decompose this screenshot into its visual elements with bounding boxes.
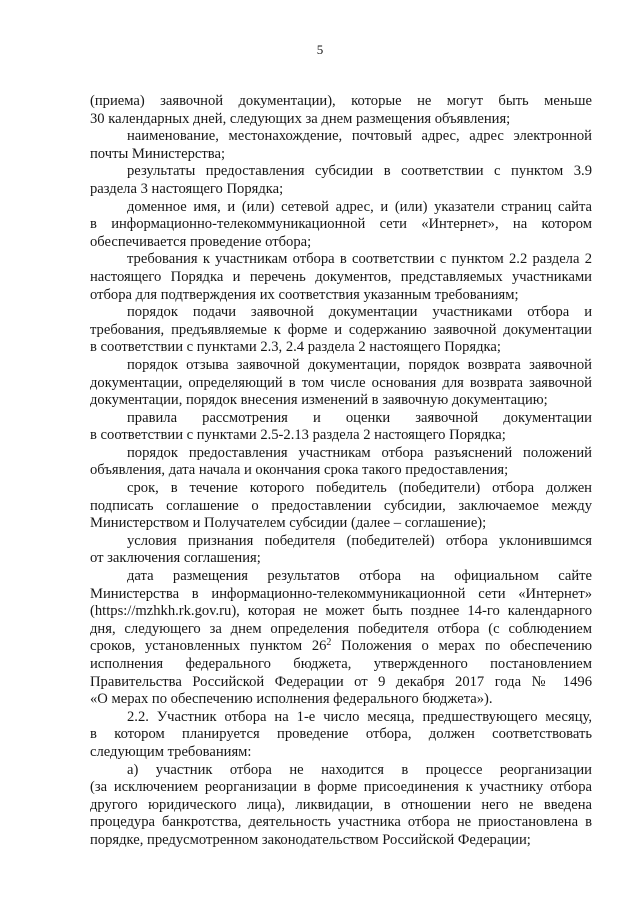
text-line: раздела 3 настоящего Порядка; bbox=[90, 180, 284, 197]
text-line: обеспечивается проведение отбора; bbox=[90, 233, 312, 250]
text-line: другого юридического лица), ликвидации, в отношении него не введена bbox=[90, 796, 592, 813]
text-line: почты Министерства; bbox=[90, 145, 226, 162]
text-line: условия признания победителя (победителей) отбора уклонившимся bbox=[127, 532, 592, 549]
text-line: (за исключением реорганизации в форме присоединения к участнику отбора bbox=[90, 779, 592, 796]
text-line: документации, порядок внесения изменений в заявочную документацию; bbox=[90, 392, 548, 409]
text-line: результаты предоставления субсидии в соответствии с пунктом 3.9 bbox=[127, 163, 592, 180]
page-number: 5 bbox=[316, 42, 324, 57]
text-line: а) участник отбора не находится в процессе реорганизации bbox=[127, 761, 592, 778]
text-line: (https://mzhkh.rk.gov.ru), которая не может быть позднее 14-го календарного bbox=[90, 603, 592, 620]
text-line: доменное имя, и (или) сетевой адрес, и (или) указатели страниц сайта bbox=[127, 198, 592, 215]
text-line: в соответствии с пунктами 2.5-2.13 раздела 2 настоящего Порядка; bbox=[90, 427, 506, 444]
text-line: 2.2. Участник отбора на 1-е число месяца, предшествующего месяцу, bbox=[127, 708, 592, 725]
text-line: исполнения федерального бюджета, утвержденного постановлением bbox=[90, 656, 592, 672]
text-line: срок, в течение которого победитель (победители) отбора должен bbox=[127, 480, 592, 497]
text-line: требования к участникам отбора в соответствии с пунктом 2.2 раздела 2 bbox=[127, 251, 592, 268]
text-fragment: сроков, установленных пунктом 26 bbox=[90, 638, 327, 655]
text-line: дата размещения результатов отбора на официальном сайте bbox=[127, 568, 592, 585]
text-line: процедура банкротства, деятельность участника отбора не приостановлена в bbox=[90, 814, 592, 831]
document-body bbox=[90, 93, 592, 850]
footnote-superscript: 2 bbox=[326, 637, 332, 649]
text-line: порядок отзыва заявочной документации, порядок возврата заявочной bbox=[127, 356, 592, 373]
text-line: Министерством и Получателем субсидии (далее – соглашение); bbox=[90, 515, 487, 532]
text-line: требования, предъявляемые к форме и содержанию заявочной документации bbox=[90, 321, 592, 338]
text-line: порядке, предусмотренном законодательством Российской Федерации; bbox=[90, 831, 531, 848]
text-line: дня, следующего за днем определения победителя отбора (с соблюдением bbox=[90, 620, 592, 637]
text-line: следующим требованиям: bbox=[90, 743, 252, 760]
text-line: отбора для подтверждения их соответствия указанным требованиям; bbox=[90, 286, 519, 303]
text-fragment: Положения о мерах по обеспечению bbox=[331, 638, 592, 655]
text-line: наименование, местонахождение, почтовый адрес, адрес электронной bbox=[127, 128, 592, 145]
text-line: настоящего Порядка и перечень документов, представляемых участниками bbox=[90, 268, 592, 285]
text-line: Министерства в информационно-телекоммуникационной сети «Интернет» bbox=[90, 585, 592, 602]
text-line: документации, определяющий в том числе основания для возврата заявочной bbox=[90, 374, 592, 391]
text-line: Правительства Российской Федерации от 9 декабря 2017 года № 1496 bbox=[90, 673, 592, 690]
text-line: в информационно-телекоммуникационной сети «Интернет», на котором bbox=[90, 216, 592, 233]
text-line: «О мерах по обеспечению исполнения федерального бюджета»). bbox=[90, 691, 493, 708]
text-line: объявления, дата начала и окончания срока такого предоставления; bbox=[90, 462, 509, 479]
text-line: порядок подачи заявочной документации участниками отбора и bbox=[127, 304, 592, 321]
text-line-with-footnote bbox=[90, 638, 592, 656]
text-line: правила рассмотрения и оценки заявочной документации bbox=[127, 409, 592, 426]
text-line: 30 календарных дней, следующих за днем размещения объявления; bbox=[90, 110, 511, 127]
text-line: подписать соглашение о предоставлении субсидии, заключаемое между bbox=[90, 497, 592, 514]
text-line: порядок предоставления участникам отбора разъяснений положений bbox=[127, 444, 592, 461]
text-line: (приема) заявочной документации), которые не могут быть меньше bbox=[90, 93, 592, 109]
text-line: от заключения соглашения; bbox=[90, 550, 261, 567]
text-line: в котором планируется проведение отбора, должен соответствовать bbox=[90, 726, 592, 743]
text-line: в соответствии с пунктами 2.3, 2.4 раздела 2 настоящего Порядка; bbox=[90, 339, 501, 356]
